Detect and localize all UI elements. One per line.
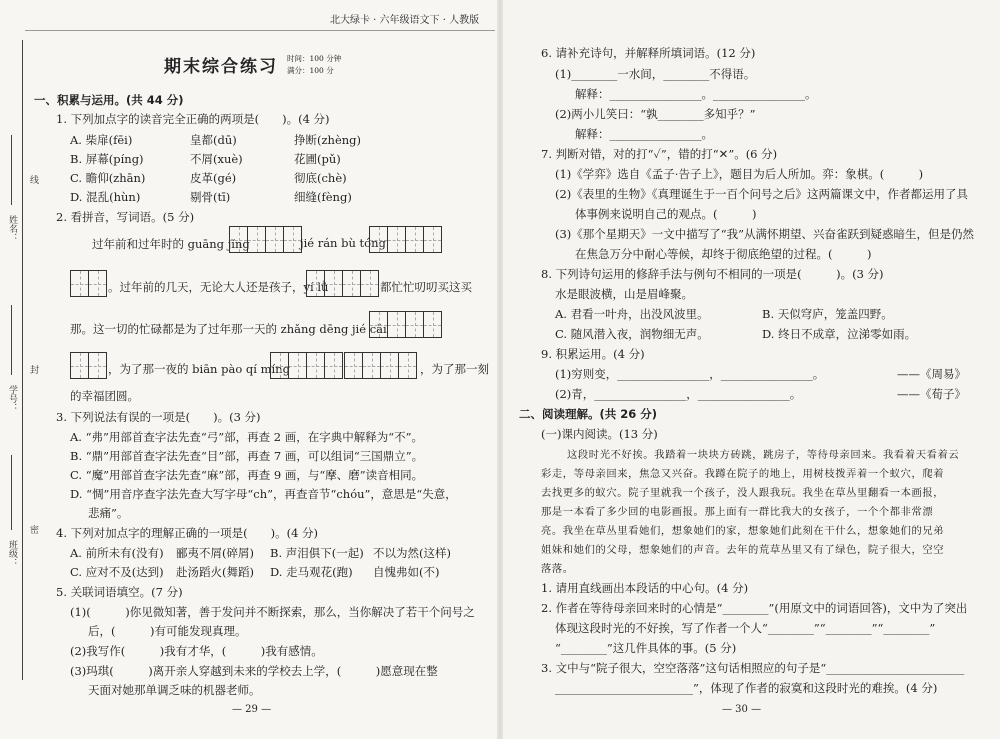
q4-option: D. 走马观花(跑) <box>270 565 353 579</box>
page-number-left: — 29 — <box>232 704 272 715</box>
q1-option: 细缝(fèng) <box>294 190 352 204</box>
banji-line <box>11 455 12 530</box>
q4-text: 4. 下列对加点字的理解正确的一项是( )。(4 分) <box>56 526 319 540</box>
q1-option: C. 瞻仰(zhān) <box>70 171 146 185</box>
q1-option: 挣断(zhèng) <box>294 133 362 147</box>
reading-q1: 1. 请用直线画出本段话的中心句。(4 分) <box>541 581 749 595</box>
q5-item-1-cont: 后，( )有可能发现真理。 <box>88 624 247 638</box>
writing-grid[interactable] <box>70 352 106 379</box>
margin-mi: 密 <box>28 525 38 534</box>
passage-line: 去找更多的蚁穴。院子里就我一个孩子，没人跟我玩。我坐在草丛里翻看一本画报， <box>541 487 945 499</box>
q3-option-d: D. “惆”用音序查字法先查大写字母“ch”，再查音节“chóu”，意思是“失意， <box>70 487 457 501</box>
q9-item-2-source: ——《荀子》 <box>897 387 966 401</box>
q5-item-3: (3)玛琪( )离开亲人穿越到未来的学校去上学，( )愿意现在整 <box>70 664 438 678</box>
q6-item-2-explain: 解释：________________。 <box>575 127 713 141</box>
q4-option: 赴汤蹈火(舞蹈) <box>176 565 254 579</box>
passage-line: 落落。 <box>541 563 574 575</box>
binding-line <box>22 40 23 680</box>
q3-option-d-cont: 悲痛”。 <box>88 506 129 520</box>
q7-item-3: (3)《那个星期天》一文中描写了“我”从满怀期望、兴奋雀跃到疑惑暗生，但是仍然 <box>555 227 975 241</box>
q4-option: B. 声泪俱下(一起) <box>270 546 364 560</box>
q3-option-a: A. “弗”用部首查字法先查“弓”部，再查 2 画，在字典中解释为“不”。 <box>70 430 424 444</box>
passage-line: 那是一本看了多少回的电影画报。那上面有一群比我大的女孩子，一个个都非常漂 <box>541 506 934 518</box>
reading-q3-cont: ________________________”，体现了作者的寂寞和这段时光的难挨。(4 分) <box>555 681 938 695</box>
time-label: 时间：100 分钟 <box>287 54 342 63</box>
q3-option-c: C. “魔”用部首查字法先查“麻”部，再查 9 画，与“摩、磨”读音相同。 <box>70 468 424 482</box>
q6-text: 6. 请补充诗句，并解释所填词语。(12 分) <box>541 46 756 60</box>
reading-q2-cont: 体现这段时光的不好挨，写了作者一个人“________”“________”“________” <box>555 621 936 635</box>
q9-item-2: (2)青，________________，________________。 <box>555 387 802 401</box>
q1-text: 1. 下列加点字的读音完全正确的两项是( )。(4 分) <box>56 112 330 126</box>
writing-grid[interactable] <box>306 270 378 297</box>
q5-item-1: (1)( )你见微知著，善于发问并不断探索，那么，当你解决了若干个问号之 <box>70 605 475 619</box>
header-rule <box>25 30 495 31</box>
q2-line1-b: jié rán bù tóng <box>300 236 386 250</box>
writing-grid[interactable] <box>369 311 441 338</box>
q4-option: C. 应对不及(达到) <box>70 565 164 579</box>
q8-option: D. 终日不成章，泣涕零如雨。 <box>762 327 917 341</box>
q7-item-2: (2)《表里的生物》《真理诞生于一百个问号之后》这两篇课文中，作者都运用了具 <box>555 187 969 201</box>
margin-name-label: 姓名： <box>7 215 17 242</box>
score-label: 满分：100 分 <box>287 66 334 75</box>
q2-line4-b: ，为了那一刻 <box>420 362 489 376</box>
q8-option: B. 天似穹庐，笼盖四野。 <box>762 307 893 321</box>
writing-grid[interactable] <box>344 352 416 379</box>
q4-option: A. 前所未有(没有) <box>70 546 164 560</box>
subsection-1-heading: (一)课内阅读。(13 分) <box>541 427 658 441</box>
q8-text: 8. 下列诗句运用的修辞手法与例句不相同的一项是( )。(3 分) <box>541 267 884 281</box>
q1-option: B. 屏幕(píng) <box>70 152 144 166</box>
q1-option: 彻底(chè) <box>294 171 347 185</box>
q3-text: 3. 下列说法有误的一项是( )。(3 分) <box>56 410 261 424</box>
xuehao-line <box>11 305 12 375</box>
q6-item-1-explain: 解释：________________。________________。 <box>575 87 817 101</box>
q8-option: A. 君看一叶舟，出没风波里。 <box>555 307 709 321</box>
q1-option: A. 柴扉(fēi) <box>70 133 133 147</box>
q7-item-2-cont: 体事例来说明自己的观点。( ) <box>575 207 757 221</box>
q9-text: 9. 积累运用。(4 分) <box>541 347 645 361</box>
q2-line2-b: 都忙忙叨叨买这买 <box>380 280 472 294</box>
q4-option: 郦夷不屑(碎屑) <box>176 546 254 560</box>
q2-line1-a: 过年前和过年时的 guāng jǐng <box>92 237 250 251</box>
section-1-heading: 一、积累与运用。(共 44 分) <box>34 93 184 107</box>
name-line <box>11 135 12 205</box>
q5-item-3-cont: 天面对她那单调乏味的机器老师。 <box>88 683 261 697</box>
q7-item-1: (1)《学弈》选自《孟子·告子上》，题目为后人所加。弈：象棋。( ) <box>555 167 924 181</box>
margin-xian: 线 <box>28 175 38 184</box>
q4-option: 自愧弗如(不) <box>373 565 440 579</box>
section-2-heading: 二、阅读理解。(共 26 分) <box>519 407 658 421</box>
q5-text: 5. 关联词语填空。(7 分) <box>56 585 183 599</box>
margin-feng: 封 <box>28 365 38 374</box>
q7-text: 7. 判断对错，对的打“✓”，错的打“✕”。(6 分) <box>541 147 778 161</box>
book-header: 北大绿卡 · 六年级语文下 · 人教版 <box>330 15 480 26</box>
q8-example: 水是眼波横，山是眉峰聚。 <box>555 287 693 301</box>
q5-item-2: (2)我写作( )我有才华，( )我有感情。 <box>70 644 323 658</box>
margin-banji-label: 班级： <box>7 540 17 567</box>
passage-line: 彩走，等母亲回来，焦急又兴奋。我蹲在院子的地上，用树枝拨弄着一个蚁穴，爬着 <box>541 468 945 480</box>
passage-line: 姐妹和她们的父母，想象她们的声音。去年的荒草丛里又有了绿色，院子很大，空空 <box>541 544 945 556</box>
q4-option: 不以为然(这样) <box>373 546 451 560</box>
q1-option: 剔骨(tī) <box>190 190 231 204</box>
q6-item-2: (2)两小儿笑曰：“孰________多知乎？” <box>555 107 756 121</box>
reading-q2: 2. 作者在等待母亲回来时的心情是“________”(用原文中的词语回答)，文中为了突出 <box>541 601 968 615</box>
q7-item-3-cont: 在焦急万分中耐心等候，却终于彻底绝望的过程。( ) <box>575 247 872 261</box>
q6-item-1: (1)________一水间，________不得语。 <box>555 67 756 81</box>
reading-q3: 3. 文中与“院子很大，空空落落”这句话相照应的句子是“________________________ <box>541 661 965 675</box>
q1-option: D. 混乱(hùn) <box>70 190 141 204</box>
passage-line: 亮。我坐在草丛里看她们，想象她们的家，想象她们此刻在干什么，想象她们的兄弟 <box>541 525 945 537</box>
q2-line4-a: ，为了那一夜的 biān pào qí míng <box>108 362 290 376</box>
margin-xuehao-label: 学号： <box>7 385 17 412</box>
page-number-right: — 30 — <box>722 704 762 715</box>
page-gutter <box>497 0 503 739</box>
writing-grid[interactable] <box>70 270 106 297</box>
q2-text: 2. 看拼音，写词语。(5 分) <box>56 210 195 224</box>
q1-option: 花圃(pǔ) <box>294 152 341 166</box>
writing-grid[interactable] <box>369 226 441 253</box>
q1-option: 不屑(xuè) <box>190 152 243 166</box>
q2-line5: 的幸福团圆。 <box>70 389 139 403</box>
writing-grid[interactable] <box>270 352 342 379</box>
passage-line: 这段时光不好挨。我踏着一块块方砖跳，跳房子，等待母亲回来。我看着天看着云 <box>567 449 960 461</box>
q9-item-1: (1)穷则变，________________，________________。 <box>555 367 825 381</box>
q3-option-b: B. “鼎”用部首查字法先查“目”部，再查 7 画，可以组词“三国鼎立”。 <box>70 449 424 463</box>
q1-option: 皮革(gé) <box>190 171 237 185</box>
writing-grid[interactable] <box>229 226 301 253</box>
q8-option: C. 随风潜入夜，润物细无声。 <box>555 327 709 341</box>
reading-q2-cont2: “________”这几件具体的事。(5 分) <box>555 641 737 655</box>
q1-option: 皇都(dū) <box>190 133 237 147</box>
q2-line3: 那。这一切的忙碌都是为了过年那一天的 zhǎng dēng jié cǎi <box>70 322 387 336</box>
q2-line2-a: 。过年前的几天，无论大人还是孩子，yí lǜ <box>108 280 329 294</box>
q9-item-1-source: ——《周易》 <box>897 367 966 381</box>
page-title: 期末综合练习 <box>164 57 278 77</box>
